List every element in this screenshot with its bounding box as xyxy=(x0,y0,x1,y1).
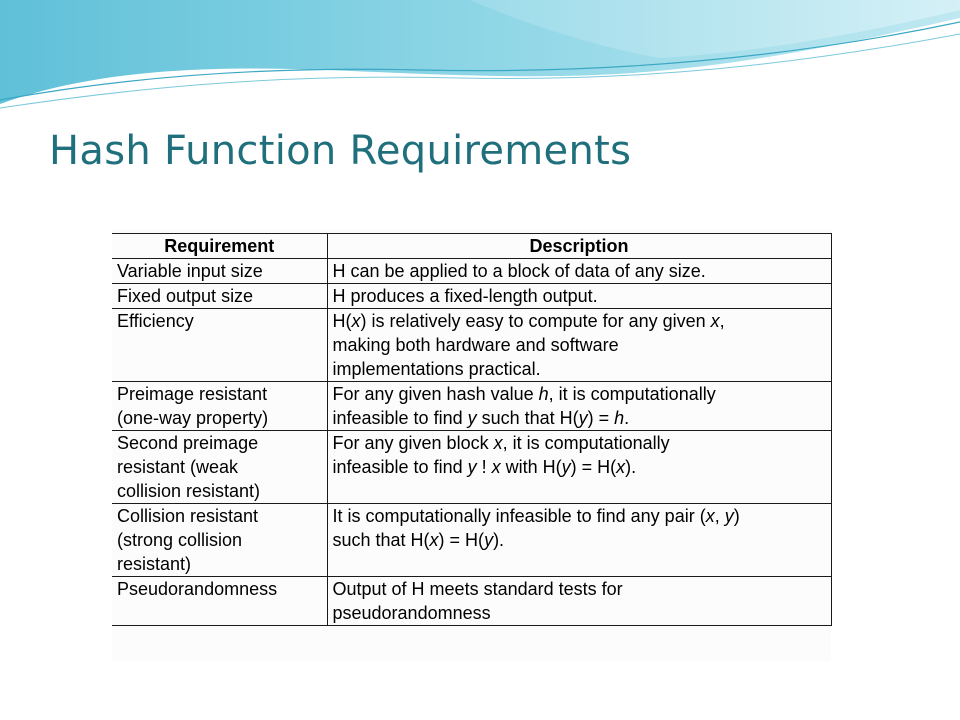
description-text: ) = xyxy=(587,408,615,428)
requirement-text: Collision resistant (strong collision resistant) xyxy=(117,506,259,574)
description-line xyxy=(333,284,826,308)
requirement-text: Fixed output size xyxy=(117,286,254,306)
table-header-row xyxy=(112,234,831,259)
description-text: H produces a fixed-length output. xyxy=(332,286,598,306)
description-text: Output of H meets standard tests for xyxy=(332,579,623,599)
description-text: ) xyxy=(733,506,740,526)
description-line xyxy=(333,504,826,528)
requirements-table-panel xyxy=(112,229,831,661)
description-text: infeasible to find xyxy=(332,457,468,477)
description-variable: y xyxy=(578,408,588,428)
description-line xyxy=(333,406,826,430)
description-text: ! xyxy=(476,457,492,477)
description-variable: x xyxy=(351,311,361,331)
description-text: For any given hash value xyxy=(332,384,539,404)
requirement-text: Efficiency xyxy=(117,311,194,331)
table-row xyxy=(112,431,831,504)
description-variable: h xyxy=(614,408,625,428)
description-cell xyxy=(327,284,831,309)
description-text: , it is computationally xyxy=(502,433,670,453)
description-text: infeasible to find xyxy=(332,408,468,428)
requirement-cell xyxy=(112,284,327,309)
description-text: ) = H( xyxy=(438,530,485,550)
description-variable: y xyxy=(467,457,477,477)
description-text: such that H( xyxy=(476,408,579,428)
description-text: , xyxy=(714,506,725,526)
requirement-text: Preimage resistant (one-way property) xyxy=(117,384,269,428)
description-text: , it is computationally xyxy=(548,384,716,404)
table-row xyxy=(112,577,831,626)
description-cell xyxy=(327,431,831,504)
description-cell xyxy=(327,577,831,626)
description-text: For any given block xyxy=(332,433,494,453)
description-text: implementations practical. xyxy=(332,359,541,379)
description-line xyxy=(333,431,826,455)
description-text: pseudorandomness xyxy=(332,603,491,623)
description-text: ) is relatively easy to compute for any given xyxy=(360,311,711,331)
requirement-cell xyxy=(112,259,327,284)
header-requirement: Requirement xyxy=(112,234,327,259)
requirement-text: Pseudorandomness xyxy=(117,579,278,599)
description-line xyxy=(333,333,826,357)
description-text: H( xyxy=(332,311,352,331)
description-line xyxy=(333,455,826,479)
description-text: , xyxy=(719,311,725,331)
description-variable: y xyxy=(467,408,477,428)
slide-title: Hash Function Requirements xyxy=(49,128,632,174)
description-variable: x xyxy=(493,433,503,453)
table-row xyxy=(112,259,831,284)
description-line xyxy=(333,577,826,601)
requirement-cell xyxy=(112,382,327,431)
description-line xyxy=(333,309,826,333)
table-row xyxy=(112,309,831,382)
header-description: Description xyxy=(327,234,831,259)
description-text: making both hardware and software xyxy=(332,335,619,355)
requirement-text: Second preimage resistant (weak collision resistant) xyxy=(117,433,261,501)
description-cell xyxy=(327,504,831,577)
requirement-cell xyxy=(112,504,327,577)
requirement-cell xyxy=(112,309,327,382)
table-row xyxy=(112,284,831,309)
description-text: with H( xyxy=(500,457,562,477)
description-text: ) = H( xyxy=(570,457,617,477)
requirement-cell xyxy=(112,577,327,626)
description-cell xyxy=(327,382,831,431)
table-row xyxy=(112,504,831,577)
requirement-cell xyxy=(112,431,327,504)
description-line xyxy=(333,528,826,552)
description-variable: x xyxy=(491,457,501,477)
description-variable: y xyxy=(561,457,571,477)
description-text: . xyxy=(624,408,630,428)
description-variable: y xyxy=(484,530,494,550)
table-row xyxy=(112,382,831,431)
description-variable: x xyxy=(616,457,626,477)
description-variable: x xyxy=(705,506,715,526)
description-variable: y xyxy=(724,506,734,526)
decorative-wave-banner xyxy=(0,0,960,110)
description-text: ). xyxy=(493,530,505,550)
description-cell xyxy=(327,259,831,284)
description-variable: x xyxy=(429,530,439,550)
requirement-text: Variable input size xyxy=(117,261,263,281)
description-line xyxy=(333,259,826,283)
requirements-table xyxy=(112,233,832,626)
description-text: ). xyxy=(625,457,637,477)
description-line xyxy=(333,357,826,381)
description-cell xyxy=(327,309,831,382)
description-text: It is computationally infeasible to find any pair ( xyxy=(332,506,706,526)
description-text: such that H( xyxy=(332,530,430,550)
description-variable: h xyxy=(538,384,549,404)
description-line xyxy=(333,601,826,625)
description-variable: x xyxy=(710,311,720,331)
description-text: H can be applied to a block of data of any size. xyxy=(332,261,706,281)
description-line xyxy=(333,382,826,406)
